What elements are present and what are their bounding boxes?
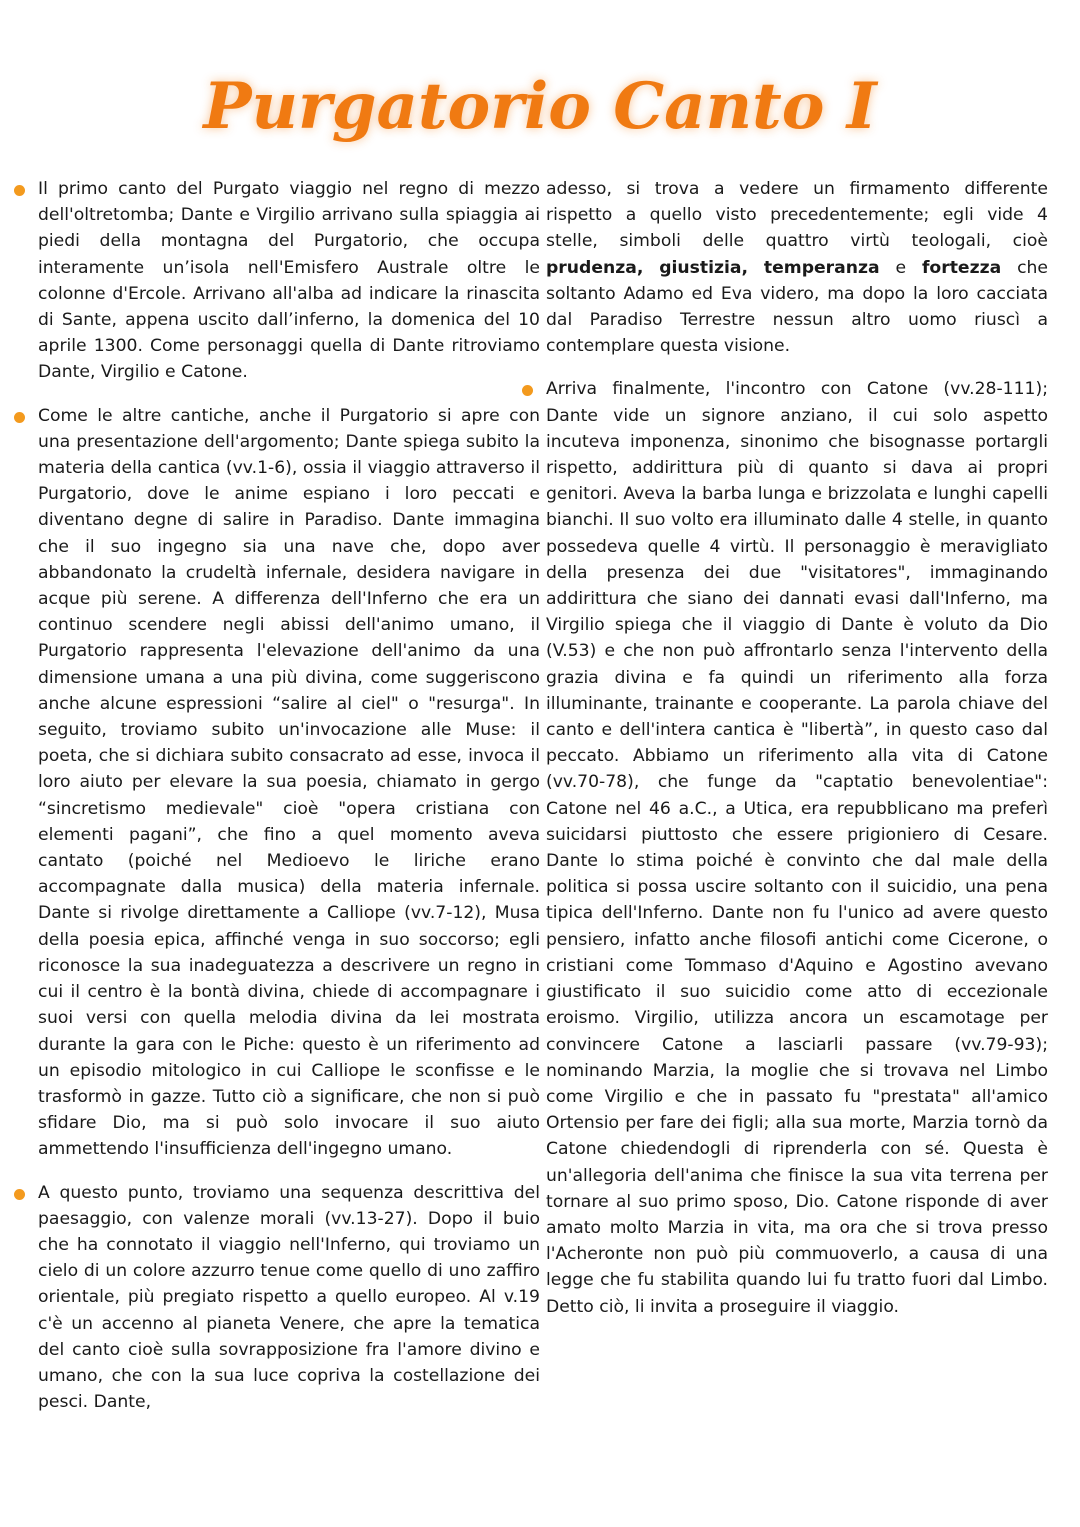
- page-title: Purgatorio Canto I: [203, 69, 877, 144]
- paragraph-catone-text: Arriva finalmente, l'incontro con Catone (vv.28-111); Dante vide un signore anziano, il cui solo aspetto incuteva imponenza, sinonimo che bisognasse portargli rispetto, addirittura più di quanto si dava ai propri genitori. Aveva la barba lunga e brizzolata e lunghi capelli bianchi. Il suo volto era illuminato dalle 4 stelle, in quanto possedeva quelle 4 virtù. Il personaggio è meravigliato della presenza dei due "visitatores", immaginando addirittura che siano dei dannati evasi dall'Inferno, ma Virgilio spiega che il viaggio di Dante è voluto da Dio (V.53) e che non può affrontarlo senza l'intervento della grazia divina e fa quindi un riferimento alla forza illuminante, trainante e cooperante. La parola chiave del canto e dell'intera cantica è "libertà”, in questo caso dal peccato. Abbiamo un riferimento alla vita di Catone (vv.70-78), che funge da "captatio benevolentiae": Catone nel 46 a.C., a Utica, era repubblicano ma preferì suicidarsi piuttosto che essere prigioniero di Cesare. Dante lo stima poiché è convinto che dal male della politica si possa uscire soltanto con il suicidio, una pena tipica dell'Inferno. Dante non fu l'unico ad avere questo pensiero, infatto anche filosofi antichi come Cicerone, o cristiani come Tommaso d'Aquino e Agostino avevano giustificato il suo suicidio come atto di eccezionale eroismo. Virgilio, utilizza ancora un escamotage per convincere Catone a lasciarli passare (vv.79-93); nominando Marzia, la moglie che si trovava nel Limbo come Virgilio e che in passato fu "prestata" all'amico Ortensio per fare dei figli; alla sua morte, Marzia tornò da Catone chiedendogli di riprenderla con sé. Questa è un'allegoria dell'anima che finisce la sua vita terrena per tornare al suo primo sposo, Dio. Catone risponde di aver amato molto Marzia in vita, ma ora che si trova presso l'Acheronte non può più commuoverlo, a causa di una legge che fu stabilita quando lui fu tratto fuori dal Limbo. Detto ciò, li invita a proseguire il viaggio.: [546, 379, 1048, 1317]
- paragraph-landscape-text: A questo punto, troviamo una sequenza descrittiva del paesaggio, con valenze morali (vv.13-27). Dopo il buio che ha connotato il viaggio nell'Inferno, qui troviamo un cielo di un colore azzurro tenue come quello di uno zaffiro orientale, più pregiato rispetto a quello europeo. Al v.19 c'è un accenno al pianeta Venere, che apre la tematica del canto cioè sulla sovrapposizione fra l'amore divino e umano, che con la sua luce copriva la costellazione dei pesci. Dante,: [38, 1182, 540, 1413]
- bullet-icon: [14, 185, 25, 196]
- left-column: [38, 176, 540, 1432]
- paragraph-catone: [546, 376, 1048, 1319]
- paragraph-intro: [38, 176, 540, 386]
- paragraph-firmament: [546, 176, 1048, 359]
- virtue-giustizia: giustizia,: [659, 257, 749, 278]
- virtue-temperanza: temperanza: [763, 257, 880, 278]
- virtue-prudenza: prudenza,: [546, 257, 644, 278]
- virtue-conjunction: e: [895, 257, 907, 278]
- firmament-text-before: adesso, si trova a vedere un firmamento differente rispetto a quello visto precedentemente; egli vide 4 stelle, simboli delle quattro virtù teologali, cioè: [546, 179, 1048, 252]
- right-column: [546, 176, 1048, 1337]
- virtue-fortezza: fortezza: [921, 257, 1002, 278]
- paragraph-intro-text: Il primo canto del Purgato viaggio nel regno di mezzo dell'oltretomba; Dante e Virgilio arrivano sulla spiaggia ai piedi della montagna del Purgatorio, che occupa interamente un’isola nell'Emisfero Australe oltre le colonne d'Ercole. Arrivano all'alba ad indicare la rinascita di Sante, appena uscito dall’inferno, la domenica del 10 aprile 1300. Come personaggi quella di Dante ritroviamo Dante, Virgilio e Catone.: [38, 179, 540, 383]
- paragraph-landscape: [38, 1180, 540, 1416]
- paragraph-invocation-text: Come le altre cantiche, anche il Purgatorio si apre con una presentazione dell'argomento; Dante spiega subito la materia della cantica (vv.1-6), ossia il viaggio attraverso il Purgatorio, dove le anime espiano i loro peccati e diventano degne di salire in Paradiso. Dante immagina che il suo ingegno sia una nave che, dopo aver abbandonato la crudeltà infernale, desidera navigare in acque più serene. A differenza dell'Inferno che era un continuo scendere negli abissi dell'animo umano, il Purgatorio rappresenta l'elevazione dell'animo da una dimensione umana a una più divina, come suggeriscono anche alcune espressioni “salire al ciel" o "resurga". In seguito, troviamo subito un'invocazione alle Muse: il poeta, che si dichiara subito consacrato ad esse, invoca il loro aiuto per elevare la sua poesia, chiamato in gergo “sincretismo medievale" cioè "opera cristiana con elementi pagani”, che fino a quel momento aveva cantato (poiché nel Medioevo le liriche erano accompagnate dalla musica) della materia infernale. Dante si rivolge direttamente a Calliope (vv.7-12), Musa della poesia epica, affinché venga in suo soccorso; egli riconosce la sua inadeguatezza a descrivere un regno in cui il centro è la bontà divina, chiede di accompagnare i suoi versi con quella melodia divina da lei mostrata durante la gara con le Piche: questo è un riferimento ad un episodio mitologico in cui Calliope le sconfisse e le trasformò in gazze. Tutto ciò a significare, che non si può sfidare Dio, ma si può solo invocare il suo aiuto ammettendo l'insufficienza dell'ingegno umano.: [38, 405, 540, 1160]
- bullet-icon: [14, 412, 25, 423]
- bullet-icon: [14, 1189, 25, 1200]
- firmament-text-after: che soltanto Adamo ed Eva videro, ma dopo la loro cacciata dal Paradiso Terrestre nessun altro uomo riuscì a contemplare questa visione.: [546, 257, 1048, 357]
- paragraph-invocation: [38, 403, 540, 1163]
